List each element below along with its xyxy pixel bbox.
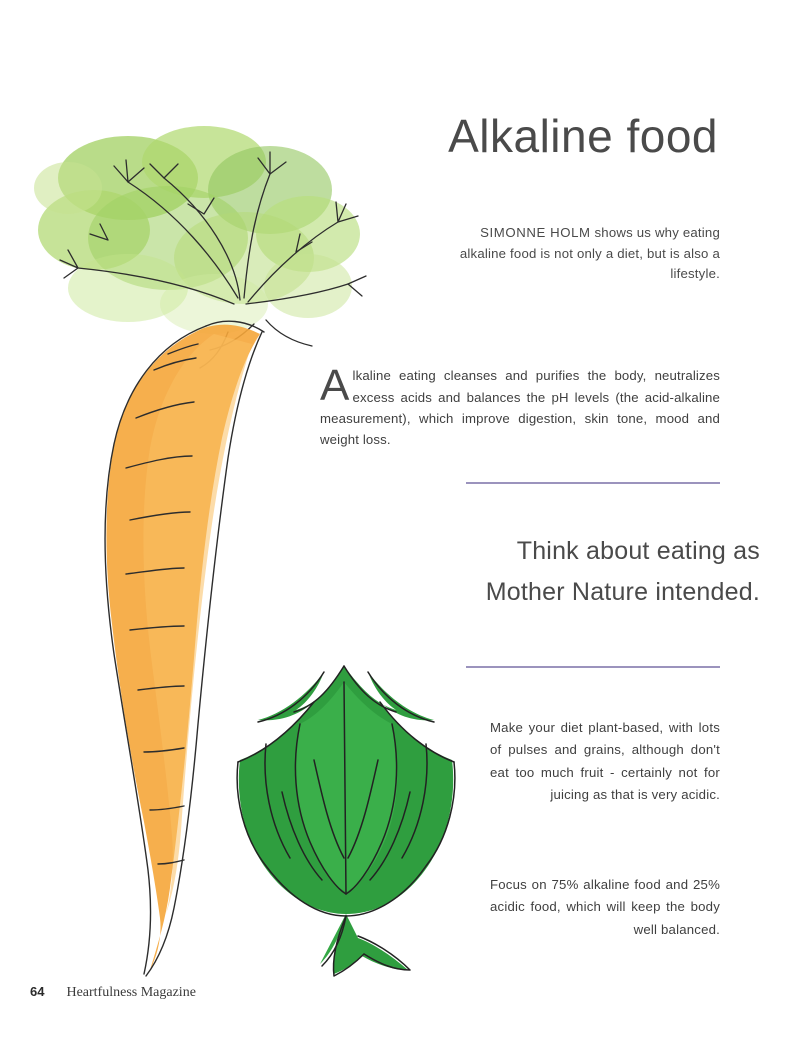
- carrot-illustration: [8, 118, 388, 988]
- paragraph-1: Make your diet plant-based, with lots of pulses and grains, although don't eat too much fruit - certainly not for juicing as that is very acidic.: [490, 720, 720, 802]
- page-number: 64: [30, 984, 45, 999]
- drop-cap: A: [320, 361, 350, 411]
- article-deck: [452, 223, 720, 284]
- body-paragraph-text: lkaline eating cleanses and purifies the body, neutralizes excess acids and balances the pH levels (the acid-alkaline measurement), which improve digestion, skin tone, mood and weight loss.: [320, 368, 720, 448]
- pullquote-divider-top: [466, 482, 720, 484]
- paragraph-2: Focus on 75% alkaline food and 25% acidic food, which will keep the body well balanced.: [490, 877, 720, 937]
- pullquote-divider-bottom: [466, 666, 720, 668]
- body-paragraph: [320, 361, 720, 451]
- deck-text: shows us why eating alkaline food is not only a diet, but is also a lifestyle.: [459, 225, 720, 282]
- artichoke-illustration: [196, 652, 496, 982]
- page-footer: [30, 984, 196, 1001]
- pullquote: Think about eating as Mother Nature intended.: [485, 537, 760, 606]
- page-title: Alkaline food: [448, 109, 718, 162]
- byline: SIMONNE HOLM: [480, 225, 591, 241]
- magazine-name: Heartfulness Magazine: [66, 985, 196, 1000]
